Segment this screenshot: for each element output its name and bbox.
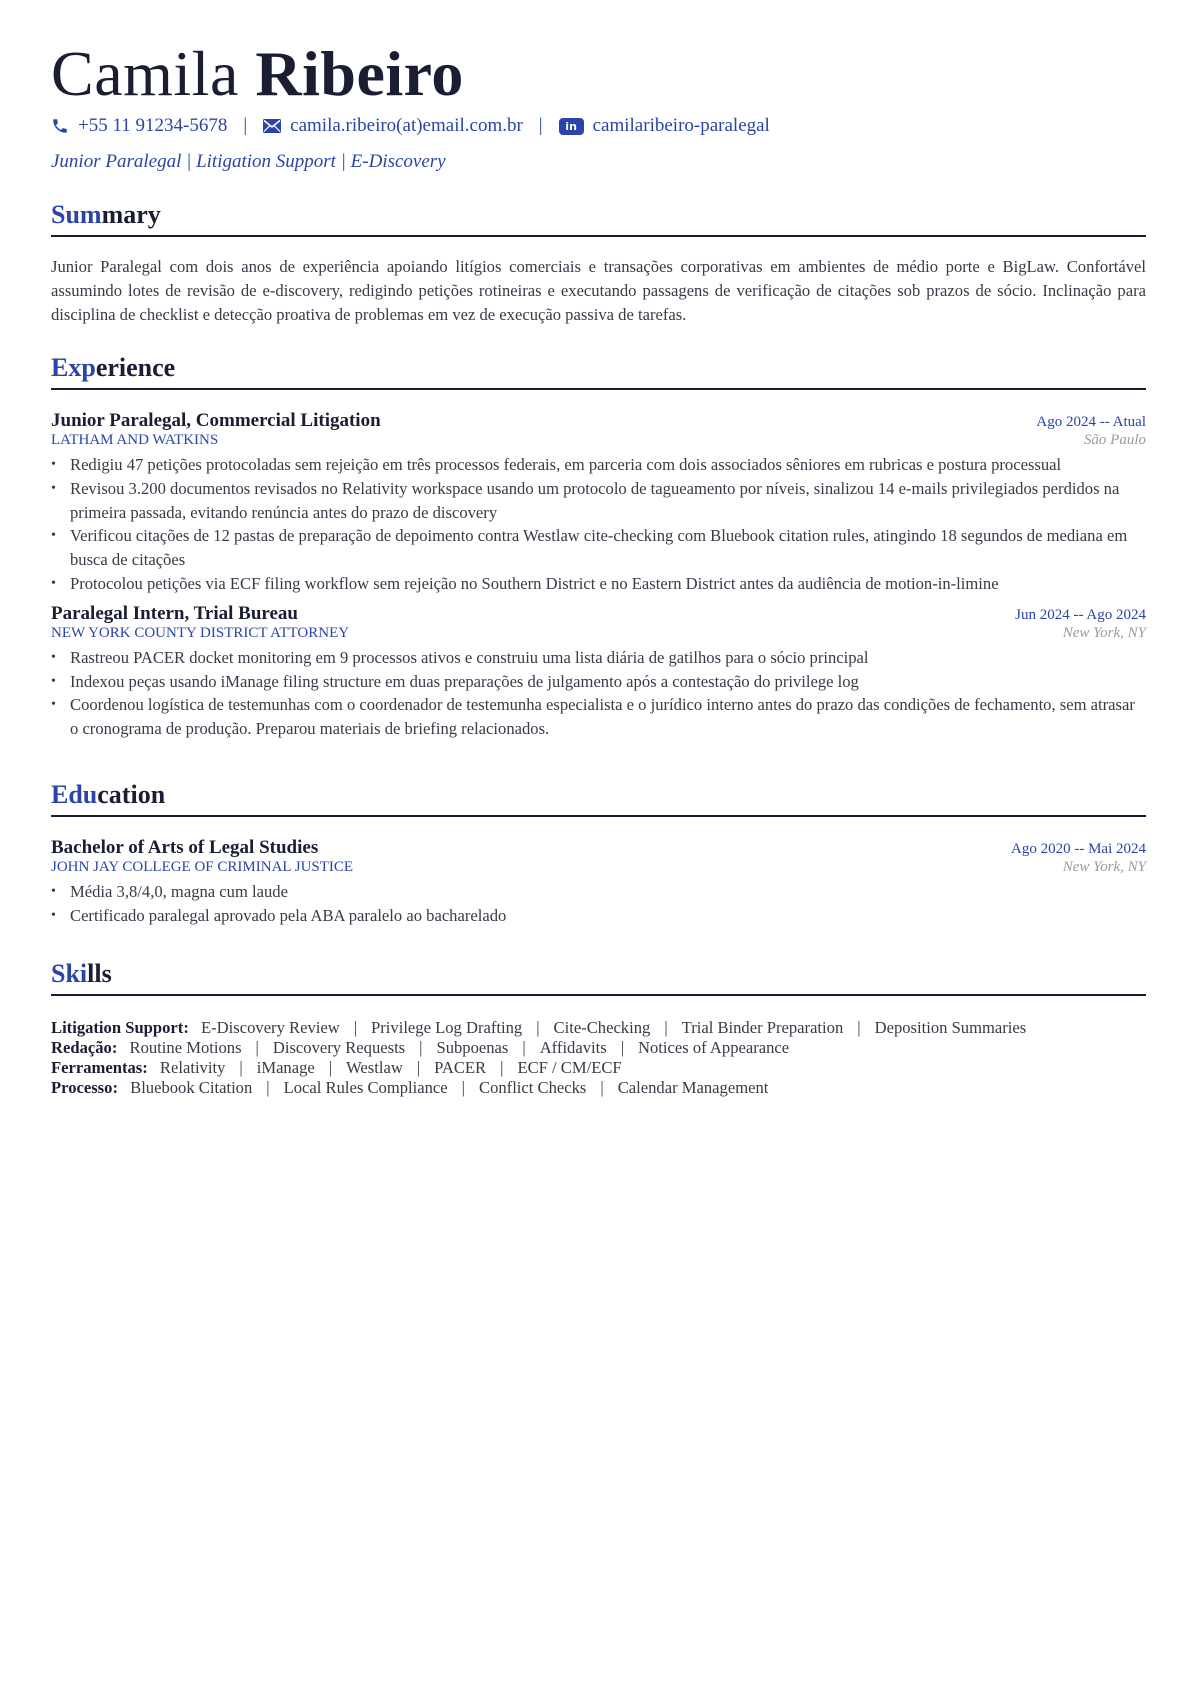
section-heading: [51, 198, 1146, 237]
linkedin-icon: in: [559, 118, 584, 135]
summary-section: [51, 198, 1146, 327]
school-location: New York, NY: [1062, 859, 1146, 875]
skill-category: Redação:: [51, 1038, 118, 1057]
skill-item: iManage: [256, 1058, 315, 1077]
job-title: Junior Paralegal, Commercial Litigation: [51, 410, 381, 431]
experience-entry: [51, 410, 1146, 596]
phone-text: +55 11 91234-5678: [78, 115, 228, 136]
contact-bar: [51, 113, 770, 139]
heading-rest: cation: [97, 780, 166, 809]
skill-separator: |: [461, 1078, 465, 1097]
email-text: camila.ribeiro(at)email.com.br: [290, 115, 523, 136]
list-item: • Revisou 3.200 documentos revisados no Relativity workspace usando um protocolo de tagueamento por níveis, sinalizou 14 e-mails privilegiados perdidos na primeira passada, evitando renúncia antes do prazo de discovery: [70, 477, 1146, 525]
skill-separator: |: [328, 1058, 333, 1077]
skill-item: Subpoenas: [436, 1038, 509, 1057]
skill-separator: |: [620, 1038, 625, 1057]
list-item: • Verificou citações de 12 pastas de preparação de depoimento contra Westlaw cite-checking com Bluebook citation rules, atingindo 18 segundos de mediana em busca de citações: [70, 524, 1146, 572]
summary-text: Junior Paralegal com dois anos de experiência apoiando litígios comerciais e transações corporativas em ambientes de médio porte e BigLaw. Confortável assumindo lotes de revisão de e-discovery, redigindo petições rotineiras e executando passagens de verificação de citações sob prazos de sócio. Inclinação para disciplina de checklist e detecção proativa de problemas em vez de execução passiva de tarefas.: [51, 257, 1146, 324]
skill-item: Affidavits: [539, 1038, 607, 1057]
skill-separator: |: [857, 1018, 861, 1037]
candidate-name: [51, 36, 464, 112]
list-item: • Redigiu 47 petições protocoladas sem rejeição em três processos federais, em parceria com dois associados sêniores em rubricas e postura processual: [70, 453, 1146, 477]
skill-group: [51, 1078, 1146, 1098]
last-name: Ribeiro: [255, 38, 464, 109]
bullet-list: [51, 880, 1146, 928]
skill-separator: |: [255, 1038, 259, 1057]
skill-item: Relativity: [159, 1058, 226, 1077]
skill-separator: |: [416, 1058, 421, 1077]
heading-rest: erience: [95, 353, 176, 382]
linkedin-text: camilaribeiro-paralegal: [592, 115, 770, 136]
heading-accent: Edu: [51, 780, 98, 809]
phone-icon: [51, 117, 69, 135]
skill-item: E-Discovery Review: [201, 1018, 340, 1037]
list-item: • Indexou peças usando iManage filing structure em duas preparações de julgamento após a contestação do privilege log: [70, 670, 1146, 694]
skill-group: [51, 1038, 1146, 1058]
skill-item: Local Rules Compliance: [283, 1078, 448, 1097]
job-dates: Ago 2024 -- Atual: [1036, 414, 1146, 430]
heading-accent: Exp: [51, 353, 96, 382]
skill-item: Trial Binder Preparation: [681, 1018, 844, 1037]
list-item: • Certificado paralegal aprovado pela ABA paralelo ao bacharelado: [70, 904, 1146, 928]
skill-item: Deposition Summaries: [874, 1018, 1027, 1037]
list-item: • Rastreou PACER docket monitoring em 9 processos ativos e construiu uma lista diária de gatilhos para o sócio principal: [70, 646, 1146, 670]
experience-entry: [51, 603, 1146, 741]
skill-item: Conflict Checks: [479, 1078, 587, 1097]
employer-name: LATHAM AND WATKINS: [51, 432, 219, 448]
bullet-list: [51, 453, 1146, 596]
skill-category: Processo:: [51, 1078, 118, 1097]
job-title: Paralegal Intern, Trial Bureau: [51, 602, 298, 624]
skill-category: Litigation Support:: [51, 1018, 189, 1037]
section-heading: [51, 351, 1146, 390]
skill-group: [51, 1058, 1146, 1078]
skill-separator: |: [600, 1078, 604, 1097]
skill-separator: |: [419, 1038, 423, 1057]
email-contact[interactable]: [263, 115, 523, 137]
contact-separator: |: [538, 115, 543, 136]
skill-separator: |: [500, 1058, 504, 1077]
skill-group: [51, 1018, 1146, 1038]
list-item: • Média 3,8/4,0, magna cum laude: [70, 880, 1146, 904]
heading-rest: lls: [87, 959, 112, 988]
skill-item: ECF / CM/ECF: [517, 1058, 622, 1077]
job-location: São Paulo: [1083, 432, 1146, 448]
education-section: [51, 778, 1146, 928]
education-dates: Ago 2020 -- Mai 2024: [1011, 841, 1146, 857]
list-item: • Coordenou logística de testemunhas com o coordenador de testemunha especialista e o jurídico interno antes do prazo das condições de fechamento, sem atrasar o cronograma de produção. Preparou materiais de briefing relacionados.: [70, 693, 1146, 741]
skill-separator: |: [266, 1078, 270, 1097]
education-entry: [51, 837, 1146, 928]
section-heading: [51, 778, 1146, 817]
school-name: JOHN JAY COLLEGE OF CRIMINAL JUSTICE: [51, 859, 354, 875]
skill-separator: |: [239, 1058, 243, 1077]
section-heading: [51, 957, 1146, 996]
heading-accent: Ski: [51, 959, 88, 988]
skill-item: Discovery Requests: [272, 1038, 406, 1057]
experience-section: [51, 351, 1146, 741]
skill-item: Privilege Log Drafting: [371, 1018, 523, 1037]
skill-item: Cite-Checking: [553, 1018, 651, 1037]
skills-list: [51, 1018, 1146, 1098]
skills-section: [51, 957, 1146, 1098]
contact-separator: |: [243, 115, 248, 136]
skill-separator: |: [664, 1018, 668, 1037]
job-location: New York, NY: [1062, 624, 1146, 641]
bullet-list: [51, 646, 1146, 741]
heading-accent: Sum: [51, 200, 102, 229]
skill-separator: |: [353, 1018, 358, 1037]
linkedin-contact[interactable]: [559, 115, 770, 137]
skill-item: Routine Motions: [129, 1038, 242, 1057]
skill-item: Notices of Appearance: [638, 1038, 790, 1057]
skill-item: PACER: [434, 1058, 487, 1077]
first-name: Camila: [51, 38, 239, 109]
skill-item: Westlaw: [346, 1058, 403, 1077]
skill-separator: |: [522, 1038, 526, 1057]
phone-contact[interactable]: [51, 115, 227, 137]
job-dates: Jun 2024 -- Ago 2024: [1015, 606, 1146, 623]
envelope-icon: [263, 119, 281, 133]
employer-name: NEW YORK COUNTY DISTRICT ATTORNEY: [51, 624, 350, 641]
skill-item: Bluebook Citation: [130, 1078, 253, 1097]
skill-separator: |: [536, 1018, 540, 1037]
skill-category: Ferramentas:: [51, 1058, 148, 1077]
degree-title: Bachelor of Arts of Legal Studies: [51, 837, 319, 858]
heading-rest: mary: [101, 200, 161, 229]
list-item: • Protocolou petições via ECF filing workflow sem rejeição no Southern District e no Eastern District antes da audiência de motion-in-limine: [70, 572, 1146, 596]
skill-item: Calendar Management: [617, 1078, 769, 1097]
tagline: Junior Paralegal | Litigation Support | E-Discovery: [51, 151, 446, 172]
